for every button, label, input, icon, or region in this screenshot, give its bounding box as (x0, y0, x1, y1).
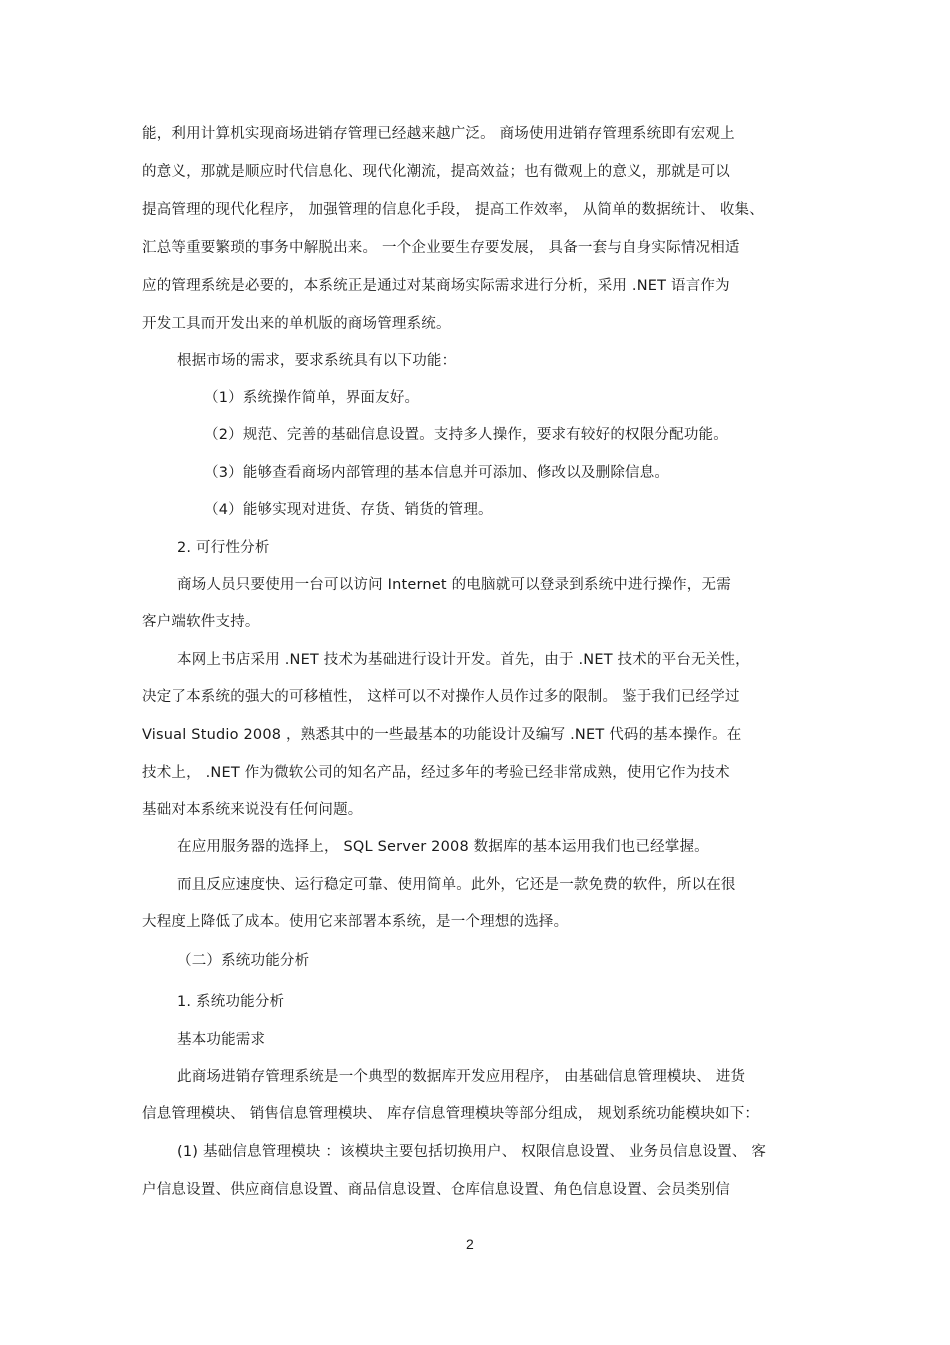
list-item: （1）系统操作简单，界面友好。 (204, 390, 420, 406)
paragraph-line: 本网上书店采用 .NET 技术为基础进行设计开发。首先，由于 .NET 技术的平台无关性， (177, 652, 750, 668)
paragraph-line: 户信息设置、供应商信息设置、商品信息设置、仓库信息设置、角色信息设置、会员类别信 (142, 1182, 730, 1198)
paragraph-line: 的意义，那就是顺应时代信息化、现代化潮流，提高效益；也有微观上的意义，那就是可以 (142, 164, 730, 180)
section-heading: 1. 系统功能分析 (177, 994, 285, 1010)
paragraph-line: 而且反应速度快、运行稳定可靠、使用简单。此外，它还是一款免费的软件，所以在很 (177, 877, 736, 893)
page-number: 2 (466, 1236, 474, 1252)
paragraph-line: 技术上， .NET 作为微软公司的知名产品，经过多年的考验已经非常成熟，使用它作为技术 (142, 765, 730, 781)
paragraph-line: 基础对本系统来说没有任何问题。 (142, 802, 363, 818)
paragraph-line: 客户端软件支持。 (142, 614, 260, 630)
list-item: （3）能够查看商场内部管理的基本信息并可添加、修改以及删除信息。 (204, 465, 670, 481)
paragraph-line: 提高管理的现代化程序， 加强管理的信息化手段， 提高工作效率， 从简单的数据统计、 收集、 (142, 202, 764, 218)
paragraph-line: 汇总等重要繁琐的事务中解脱出来。 一个企业要生存要发展， 具备一套与自身实际情况相适 (142, 240, 740, 256)
paragraph-line: 决定了本系统的强大的可移植性， 这样可以不对操作人员作过多的限制。 鉴于我们已经学过 (142, 689, 740, 705)
paragraph-line: 开发工具而开发出来的单机版的商场管理系统。 (142, 316, 451, 332)
paragraph-line: 能，利用计算机实现商场进销存管理已经越来越广泛。 商场使用进销存管理系统即有宏观上 (142, 126, 735, 142)
paragraph-line: Visual Studio 2008 ，熟悉其中的一些最基本的功能设计及编写 .NET 代码的基本操作。在 (142, 727, 742, 743)
paragraph-line: (1) 基础信息管理模块 ：该模块主要包括切换用户、 权限信息设置、 业务员信息设置、 客 (177, 1144, 767, 1160)
paragraph-line: 应的管理系统是必要的，本系统正是通过对某商场实际需求进行分析，采用 .NET 语言作为 (142, 278, 730, 294)
paragraph-line: 此商场进销存管理系统是一个典型的数据库开发应用程序， 由基础信息管理模块、 进货 (177, 1069, 746, 1085)
paragraph-line: 根据市场的需求，要求系统具有以下功能： (177, 353, 457, 369)
list-item: （4）能够实现对进货、存货、销货的管理。 (204, 502, 493, 518)
paragraph-line: 在应用服务器的选择上， SQL Server 2008 数据库的基本运用我们也已经掌握。 (177, 839, 709, 855)
paragraph-line: 商场人员只要使用一台可以访问 Internet 的电脑就可以登录到系统中进行操作，无需 (177, 577, 731, 593)
paragraph-line: 信息管理模块、 销售信息管理模块、 库存信息管理模块等部分组成， 规划系统功能模块如下： (142, 1106, 760, 1122)
section-heading: 2. 可行性分析 (177, 540, 270, 556)
section-heading: （二）系统功能分析 (177, 953, 310, 969)
subsection-heading: 基本功能需求 (177, 1032, 266, 1048)
paragraph-line: 大程度上降低了成本。使用它来部署本系统，是一个理想的选择。 (142, 914, 569, 930)
list-item: （2）规范、完善的基础信息设置。支持多人操作，要求有较好的权限分配功能。 (204, 427, 728, 443)
